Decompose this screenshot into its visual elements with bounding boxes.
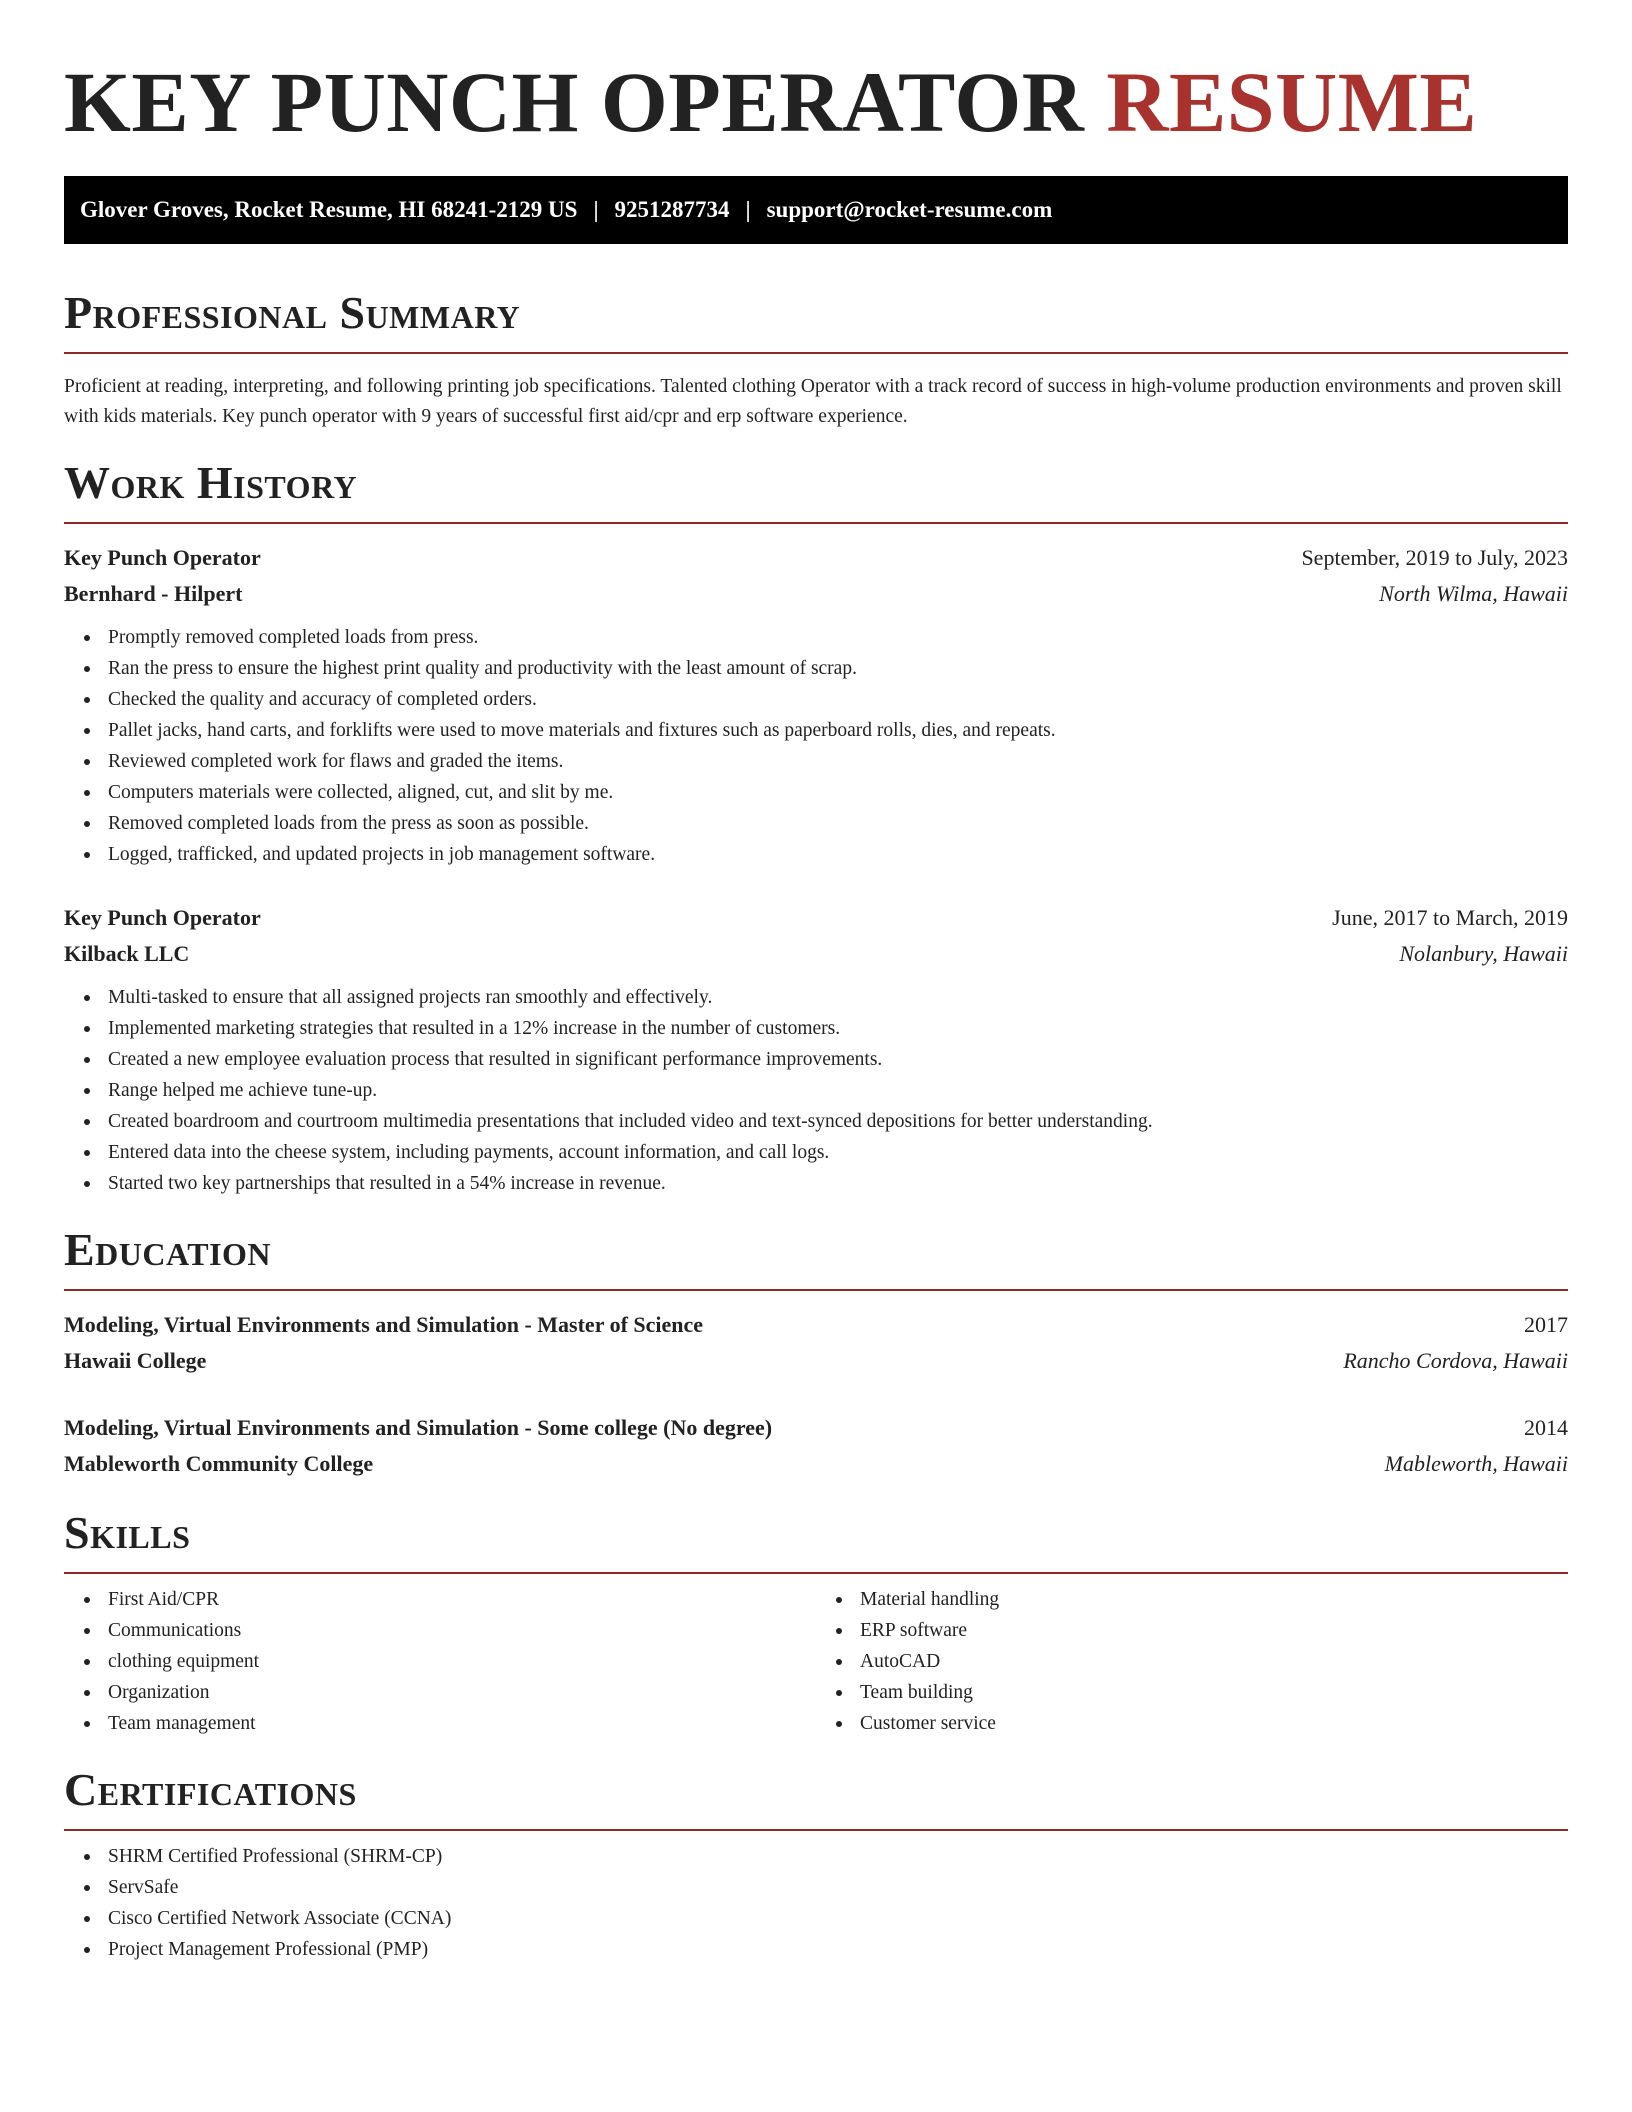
list-item: AutoCAD [860, 1646, 1568, 1677]
list-item: Reviewed completed work for flaws and graded the items. [108, 746, 1568, 777]
section-divider [64, 1289, 1568, 1291]
education-year: 2017 [1524, 1312, 1568, 1337]
job-entry [64, 900, 1568, 1199]
summary-section [64, 288, 1568, 432]
summary-text: Proficient at reading, interpreting, and following printing job specifications. Talented clothing Operator with a track record of success in high-volume production environments and proven skill with kids materials. Key punch operator with 9 years of successful first aid/cpr and erp software experience. [64, 376, 1562, 427]
title-accent: RESUME [1106, 54, 1478, 150]
job-title: Key Punch Operator [64, 545, 261, 570]
job-subheader [64, 936, 1568, 972]
list-item: Computers materials were collected, aligned, cut, and slit by me. [108, 777, 1568, 808]
resume-title [64, 52, 1568, 152]
job-dates: September, 2019 to July, 2023 [1301, 545, 1568, 570]
job-header [64, 540, 1568, 576]
list-item: Project Management Professional (PMP) [108, 1934, 1568, 1965]
education-location: Rancho Cordova, Hawaii [1343, 1348, 1568, 1373]
list-item: First Aid/CPR [108, 1584, 816, 1615]
skills-grid [64, 1574, 1568, 1739]
job-entry [64, 540, 1568, 870]
contact-separator: | [593, 197, 599, 222]
education-entry [64, 1410, 1568, 1482]
section-divider [64, 352, 1568, 354]
section-heading: Education [64, 1224, 272, 1275]
list-item: ServSafe [108, 1872, 1568, 1903]
education-year: 2014 [1524, 1415, 1568, 1440]
section-heading: Skills [64, 1507, 191, 1558]
job-location: North Wilma, Hawaii [1379, 581, 1568, 606]
list-item: Communications [108, 1615, 816, 1646]
education-section [64, 1225, 1568, 1482]
list-item: Entered data into the cheese system, including payments, account information, and call logs. [108, 1137, 1568, 1168]
list-item: clothing equipment [108, 1646, 816, 1677]
section-heading: Work History [64, 457, 358, 508]
education-school: Hawaii College [64, 1348, 207, 1373]
section-divider [64, 1829, 1568, 1831]
education-header [64, 1307, 1568, 1343]
job-header [64, 900, 1568, 936]
list-item: Ran the press to ensure the highest print quality and productivity with the least amount of scrap. [108, 653, 1568, 684]
list-item: Started two key partnerships that resulted in a 54% increase in revenue. [108, 1168, 1568, 1199]
job-dates: June, 2017 to March, 2019 [1332, 905, 1568, 930]
section-heading: Professional Summary [64, 287, 521, 338]
list-item: Multi-tasked to ensure that all assigned projects ran smoothly and effectively. [108, 982, 1568, 1013]
list-item: Organization [108, 1677, 816, 1708]
list-item: Implemented marketing strategies that resulted in a 12% increase in the number of customers. [108, 1013, 1568, 1044]
list-item: Team management [108, 1708, 816, 1739]
job-bullets [64, 622, 1568, 870]
certifications-section [64, 1765, 1568, 1965]
list-item: Logged, trafficked, and updated projects in job management software. [108, 839, 1568, 870]
section-heading: Certifications [64, 1764, 357, 1815]
contact-bar [64, 176, 1568, 244]
list-item: SHRM Certified Professional (SHRM-CP) [108, 1841, 1568, 1872]
education-location: Mableworth, Hawaii [1384, 1451, 1568, 1476]
education-subheader [64, 1343, 1568, 1379]
contact-separator: | [745, 197, 751, 222]
list-item: Pallet jacks, hand carts, and forklifts were used to move materials and fixtures such as paperboard rolls, dies, and repeats. [108, 715, 1568, 746]
list-item: Material handling [860, 1584, 1568, 1615]
contact-email: support@rocket-resume.com [766, 197, 1053, 222]
education-degree: Modeling, Virtual Environments and Simulation - Some college (No degree) [64, 1415, 773, 1440]
list-item: Created a new employee evaluation process that resulted in significant performance improvements. [108, 1044, 1568, 1075]
work-history-section [64, 458, 1568, 1199]
list-item: Created boardroom and courtroom multimedia presentations that included video and text-synced depositions for better understanding. [108, 1106, 1568, 1137]
list-item: Range helped me achieve tune-up. [108, 1075, 1568, 1106]
contact-address: Glover Groves, Rocket Resume, HI 68241-2129 US [80, 197, 578, 222]
job-subheader [64, 576, 1568, 612]
education-school: Mableworth Community College [64, 1451, 374, 1476]
skills-column-right [816, 1584, 1568, 1739]
job-bullets [64, 982, 1568, 1199]
list-item: Checked the quality and accuracy of completed orders. [108, 684, 1568, 715]
education-header [64, 1410, 1568, 1446]
list-item: Promptly removed completed loads from press. [108, 622, 1568, 653]
education-degree: Modeling, Virtual Environments and Simulation - Master of Science [64, 1312, 704, 1337]
education-subheader [64, 1446, 1568, 1482]
skills-section [64, 1508, 1568, 1739]
list-item: Customer service [860, 1708, 1568, 1739]
list-item: Team building [860, 1677, 1568, 1708]
list-item: ERP software [860, 1615, 1568, 1646]
title-main: KEY PUNCH OPERATOR [64, 54, 1085, 150]
list-item: Cisco Certified Network Associate (CCNA) [108, 1903, 1568, 1934]
job-location: Nolanbury, Hawaii [1399, 941, 1568, 966]
skills-column-left [64, 1584, 816, 1739]
job-company: Bernhard - Hilpert [64, 581, 243, 606]
list-item: Removed completed loads from the press as soon as possible. [108, 808, 1568, 839]
contact-phone: 9251287734 [614, 197, 730, 222]
job-title: Key Punch Operator [64, 905, 261, 930]
education-entry [64, 1307, 1568, 1379]
certifications-list [64, 1841, 1568, 1965]
section-divider [64, 522, 1568, 524]
job-company: Kilback LLC [64, 941, 190, 966]
